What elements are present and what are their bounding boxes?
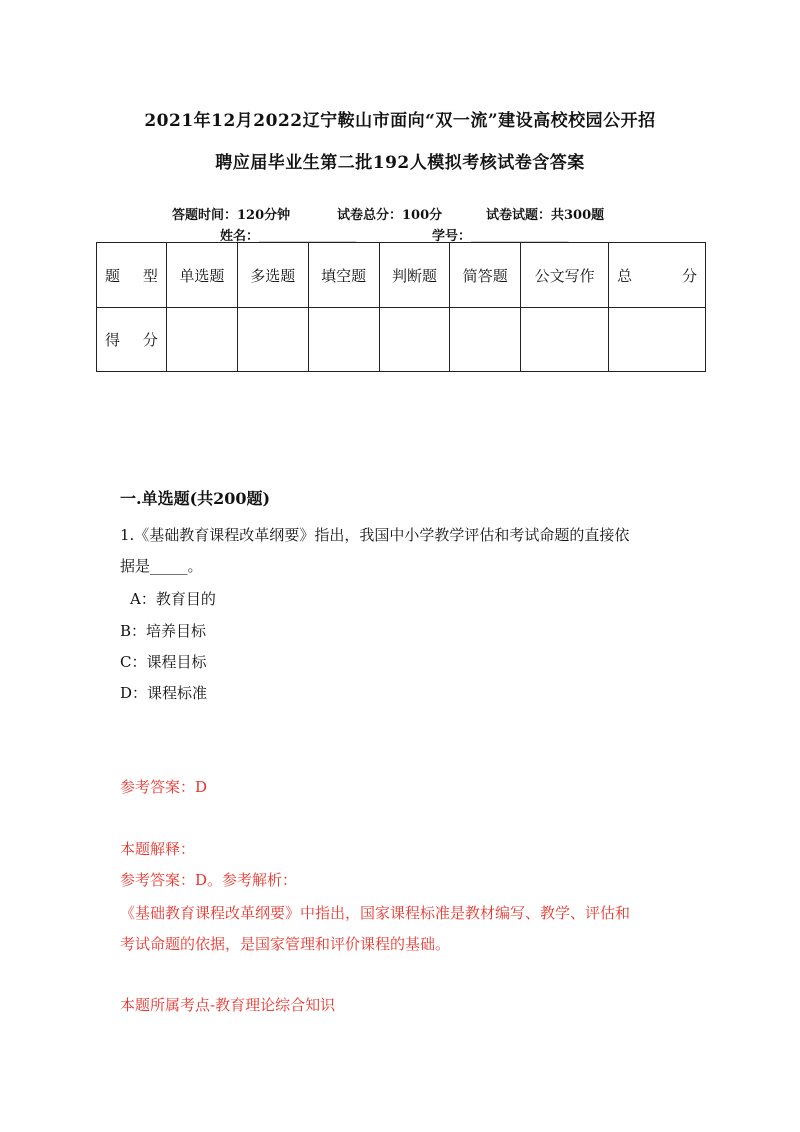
score-cell bbox=[308, 308, 379, 372]
col-true-false: 判断题 bbox=[379, 243, 450, 308]
question-count: 试卷试题：共300题 bbox=[486, 208, 605, 223]
table-row-scores bbox=[97, 308, 706, 372]
score-cell bbox=[450, 308, 521, 372]
col-fill-blank: 填空题 bbox=[308, 243, 379, 308]
option-c: C：课程目标 bbox=[120, 653, 207, 671]
col-total: 总 分 bbox=[609, 243, 706, 308]
option-b: B：培养目标 bbox=[120, 622, 207, 640]
option-d: D：课程标准 bbox=[120, 684, 208, 702]
score-cell bbox=[609, 308, 706, 372]
score-cell bbox=[166, 308, 237, 372]
score-cell bbox=[237, 308, 308, 372]
total-score: 试卷总分：100分 bbox=[337, 208, 443, 223]
score-cell bbox=[379, 308, 450, 372]
explanation-line-1: 参考答案：D。参考解析： bbox=[120, 871, 298, 889]
question-text-line-2: 据是_____。 bbox=[120, 557, 203, 575]
option-a: A：教育目的 bbox=[130, 590, 216, 608]
col-single-choice: 单选题 bbox=[166, 243, 237, 308]
question-text-line-1: 1.《基础教育课程改革纲要》指出，我国中小学教学评估和考试命题的直接依 bbox=[120, 526, 630, 544]
col-official-writing: 公文写作 bbox=[521, 243, 609, 308]
explanation-line-3: 考试命题的依据，是国家管理和评价课程的基础。 bbox=[120, 935, 451, 953]
name-field: 姓名：_______________ bbox=[220, 229, 357, 244]
score-header-cell: 得 分 bbox=[97, 308, 167, 372]
row-header-cell: 题 型 bbox=[97, 243, 167, 308]
knowledge-point: 本题所属考点-教育理论综合知识 bbox=[120, 996, 336, 1014]
score-cell bbox=[521, 308, 609, 372]
table-row-types bbox=[97, 243, 706, 308]
col-multi-choice: 多选题 bbox=[237, 243, 308, 308]
score-table bbox=[96, 242, 706, 372]
student-id-field: 学号：_______________ bbox=[432, 229, 569, 244]
title-line-2: 聘应届毕业生第二批192人模拟考核试卷含答案 bbox=[215, 153, 585, 173]
col-short-answer: 简答题 bbox=[450, 243, 521, 308]
answer-time: 答题时间：120分钟 bbox=[172, 208, 291, 223]
explanation-label: 本题解释： bbox=[120, 840, 196, 858]
title-line-1: 2021年12月2022辽宁鞍山市面向“双一流”建设高校校园公开招 bbox=[144, 111, 656, 131]
explanation-line-2: 《基础教育课程改革纲要》中指出，国家课程标准是教材编写、教学、评估和 bbox=[120, 904, 631, 922]
reference-answer: 参考答案：D bbox=[120, 778, 208, 796]
section-title: 一.单选题(共200题) bbox=[120, 489, 271, 508]
